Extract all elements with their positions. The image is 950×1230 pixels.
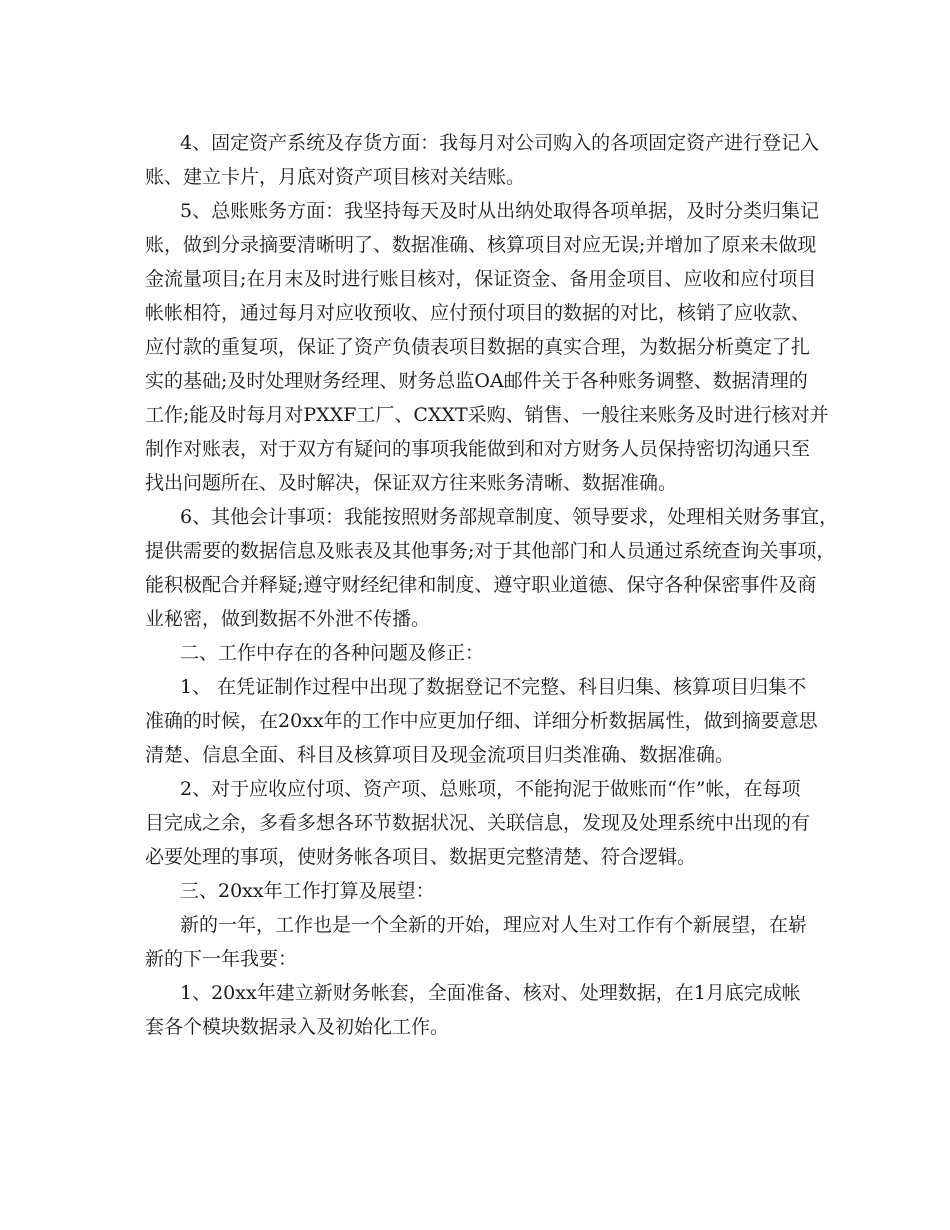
paragraph-6-line-1: 6、其他会计事项：我能按照财务部规章制度、领导要求，处理相关财务事宜， [180, 506, 839, 528]
paragraph-5-line-8: 制作对账表，对于双方有疑问的事项我能做到和对方财务人员保持密切沟通只至 [145, 438, 811, 460]
section-3-heading: 三、20xx年工作打算及展望： [180, 880, 435, 902]
paragraph-5-line-3: 金流量项目;在月末及时进行账目核对，保证资金、备用金项目、应收和应付项目 [145, 268, 817, 290]
plan-1-line-1: 1、20xx年建立新财务帐套，全面准备、核对、处理数据，在1月底完成帐 [180, 982, 801, 1004]
section-2-heading: 二、工作中存在的各种问题及修正： [180, 642, 485, 664]
paragraph-5-line-2: 账，做到分录摘要清晰明了、数据准确、核算项目对应无误;并增加了原来未做现 [145, 234, 817, 256]
issue-1-line-3: 清楚、信息全面、科目及核算项目及现金流项目归类准确、数据准确。 [145, 744, 735, 766]
issue-2-line-2: 目完成之余，多看多想各环节数据状况、关联信息，发现及处理系统中出现的有 [145, 812, 811, 834]
outlook-intro-line-2: 新的下一年我要： [145, 948, 298, 970]
issue-2-line-1: 2、对于应收应付项、资产项、总账项，不能拘泥于做账而“作”帐，在每项 [180, 778, 801, 800]
outlook-intro-line-1: 新的一年，工作也是一个全新的开始，理应对人生对工作有个新展望，在崭 [180, 914, 808, 936]
paragraph-5-line-6: 实的基础;及时处理财务经理、财务总监OA邮件关于各种账务调整、数据清理的 [145, 370, 808, 392]
paragraph-6-line-4: 业秘密，做到数据不外泄不传播。 [145, 608, 431, 630]
paragraph-5-line-9: 找出问题所在、及时解决，保证双方往来账务清晰、数据准确。 [145, 472, 678, 494]
issue-1-line-1: 1、 在凭证制作过程中出现了数据登记不完整、科目归集、核算项目归集不 [180, 676, 807, 698]
paragraph-5-line-4: 帐帐相符，通过每月对应收预收、应付预付项目的数据的对比，核销了应收款、 [145, 302, 811, 324]
paragraph-6-line-2: 提供需要的数据信息及账表及其他事务;对于其他部门和人员通过系统查询关事项， [145, 540, 836, 562]
paragraph-4-line-2: 账、建立卡片，月底对资产项目核对关结账。 [145, 166, 526, 188]
paragraph-5-line-7: 工作;能及时每月对PXXF工厂、CXXT采购、销售、一般往来账务及时进行核对并 [145, 404, 829, 426]
paragraph-6-line-3: 能积极配合并释疑;遵守财经纪律和制度、遵守职业道德、保守各种保密事件及商 [145, 574, 817, 596]
plan-1-line-2: 套各个模块数据录入及初始化工作。 [145, 1016, 450, 1038]
issue-2-line-3: 必要处理的事项，使财务帐各项目、数据更完整清楚、符合逻辑。 [145, 846, 697, 868]
issue-1-line-2: 准确的时候，在20xx年的工作中应更加仔细、详细分析数据属性，做到摘要意思 [145, 710, 818, 732]
document-body [145, 126, 839, 1044]
paragraph-4-line-1: 4、固定资产系统及存货方面：我每月对公司购入的各项固定资产进行登记入 [180, 132, 820, 154]
paragraph-5-line-5: 应付款的重复项，保证了资产负债表项目数据的真实合理，为数据分析奠定了扎 [145, 336, 811, 358]
paragraph-5-line-1: 5、总账账务方面：我坚持每天及时从出纳处取得各项单据，及时分类归集记 [180, 200, 820, 222]
